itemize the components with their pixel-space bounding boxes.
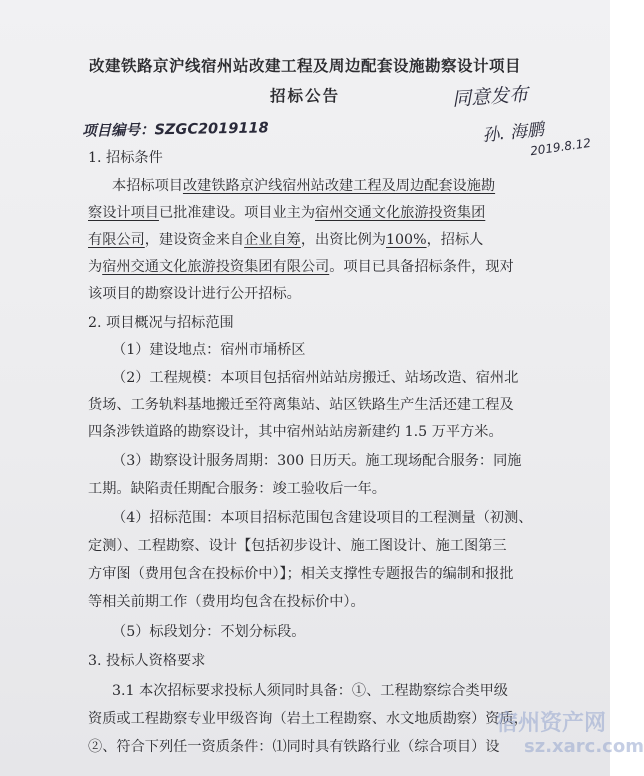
text-run: ，建设资金来自 (144, 232, 245, 248)
paragraph-line (88, 203, 485, 223)
paragraph-line: 四条涉铁道路的勘察设计，其中宿州站站房新建约 1.5 万平方米。 (88, 424, 503, 440)
section-heading-1: 1. 招标条件 (88, 150, 163, 166)
text-run: 本招标项目 (112, 178, 183, 194)
ratio-underlined: 100% (386, 232, 427, 248)
text-run: ，招标人 (426, 232, 484, 248)
text-run: 已批准建设。项目业主为 (158, 205, 316, 221)
paragraph-line: （1）建设地点：宿州市埇桥区 (112, 342, 306, 358)
handwritten-project-number: 项目编号：SZGC2019118 (81, 120, 269, 140)
paragraph-line: 该项目的勘察设计进行公开招标。 (88, 286, 301, 302)
paragraph-line: （4）招标范围：本项目招标范围包含建设项目的工程测量（初测、 (112, 510, 533, 526)
paragraph-line: ②、符合下列任一资质条件：⑴同时具有铁路行业（综合项目）设 (88, 739, 500, 755)
watermark-text: 宿州资产网 (496, 711, 607, 736)
tenderer-underlined: 宿州交通文化旅游投资集团有限公司 (102, 259, 330, 275)
text-run: ，出资比例为 (300, 232, 386, 248)
section-heading-2: 2. 项目概况与招标范围 (88, 315, 234, 331)
paragraph-line: 货场、工务轨料基地搬迁至符离集站、站区铁路生产生活还建工程及 (88, 397, 514, 413)
paragraph-line: （3）勘察设计服务周期：300 日历天。施工现场配合服务：同施 (112, 453, 522, 469)
paragraph-line (88, 230, 483, 250)
paragraph-line: 等相关前期工作（费用均包含在投标价中）。 (88, 594, 365, 610)
paragraph-line (88, 257, 514, 277)
handwritten-signature: 孙. 海鹏 (481, 119, 545, 147)
paragraph-line: 3.1 本次招标要求投标人须同时具备：①、工程勘察综合类甲级 (112, 683, 508, 699)
fund-source-underlined: 企业自筹 (244, 232, 301, 248)
paragraph-line: 定测）、工程勘察、设计【包括初步设计、施工图设计、施工图第三 (88, 538, 507, 554)
paragraph-line: （2）工程规模：本项目包括宿州站站房搬迁、站场改造、宿州北 (112, 370, 519, 386)
text-run: 。项目已具备招标条件，现对 (329, 259, 514, 275)
paragraph-line: 工期。缺陷责任期配合服务：竣工验收后一年。 (88, 481, 386, 497)
owner-name-underlined: 有限公司 (88, 232, 145, 248)
paragraph-line: 方审图（费用包含在投标价中）】；相关支撑性专题报告的编制和报批 (88, 566, 514, 582)
paragraph-line: （5）标段划分：不划分标段。 (112, 624, 306, 640)
document-subtitle: 招标公告 (269, 86, 340, 105)
paragraph-line (112, 176, 495, 196)
text-run: 为 (88, 259, 103, 275)
handwritten-date: 2019.8.12 (529, 135, 592, 159)
paragraph-line: 资质或工程勘察专业甲级咨询（岩土工程勘察、水文地质勘察）资质， (88, 711, 528, 727)
section-heading-3: 3. 投标人资格要求 (88, 653, 206, 669)
document-title: 改建铁路京沪线宿州站改建工程及周边配套设施勘察设计项目 (88, 56, 521, 75)
owner-name-underlined: 宿州交通文化旅游投资集团 (315, 205, 486, 221)
watermark-url: sz.xarc.com (524, 736, 644, 757)
project-name-underlined: 察设计项目 (88, 205, 159, 221)
handwritten-approval: 同意发布 (451, 83, 529, 111)
project-name-underlined: 改建铁路京沪线宿州站改建工程及周边配套设施勘 (182, 178, 496, 194)
